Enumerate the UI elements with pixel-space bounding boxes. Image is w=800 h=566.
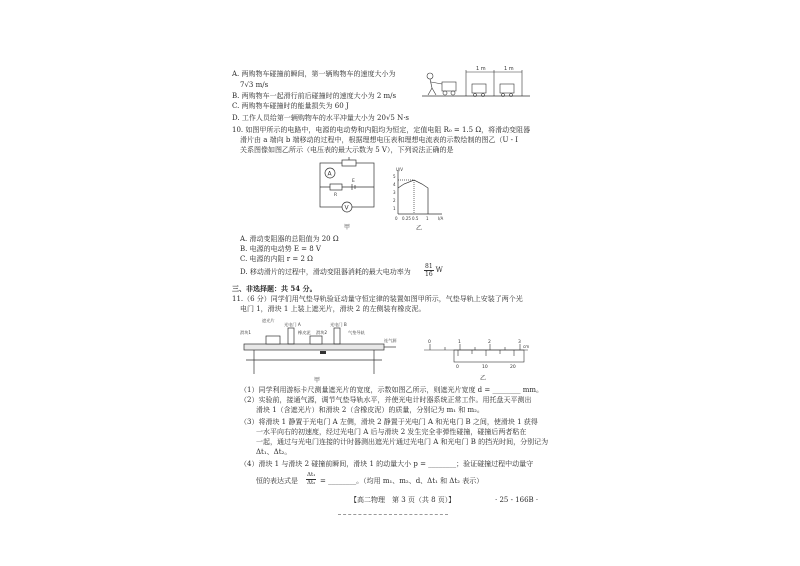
- q11-part4-c: = ________。（均用 m₁、m₂、d、Δt₁ 和 Δt₂ 表示）: [320, 477, 484, 485]
- fig-yi-caption-11: 乙: [480, 375, 487, 382]
- q10-option-d: D. 移动滑片的过程中，滑动变阻器消耗的最大电功率为: [240, 268, 411, 276]
- cart-figure: [420, 62, 532, 102]
- prev-option-d: D. 工作人员给第一辆购物车的水平冲量大小为 20√5 N·s: [232, 114, 410, 122]
- q11-part3-d: Δt₁、Δt₂。: [256, 448, 292, 456]
- y-tick-5: 5: [393, 174, 396, 179]
- page-footer-left: 【高二物理 第 3 页（共 8 页）】: [350, 496, 456, 504]
- fraction-numerator-dt1: Δt₁: [307, 472, 316, 478]
- resistor-label: R: [334, 193, 338, 198]
- fig-yi-caption: 乙: [416, 225, 423, 232]
- label-zheguangpian: 遮光片: [262, 318, 275, 323]
- prev-option-c: C. 两购物车碰撞时的能量损失为 60 J: [232, 102, 349, 110]
- x-tick-1: 1: [426, 216, 429, 221]
- q11-part4-b: 恒的表达式是: [256, 477, 298, 485]
- cut-line-divider: [338, 514, 448, 515]
- label-slider-2: 滑块2: [316, 330, 328, 335]
- ui-graph: [388, 166, 446, 234]
- battery-label: E: [352, 179, 355, 184]
- q11-line2: 电门 1，滑块 1 上装上遮光片，滑块 2 的左侧装有橡皮泥。: [240, 305, 426, 313]
- label-air-track: 气垫导轨: [348, 330, 365, 335]
- label-photogate-b: 光电门 B: [330, 322, 347, 327]
- x-axis-label: I/A: [438, 216, 444, 221]
- q11-part2-b: 滑块 1（含遮光片）和滑块 2（含橡皮泥）的质量，分别记为 m₁ 和 m₂。: [256, 406, 484, 414]
- label-plasticine: 橡皮泥: [298, 330, 311, 335]
- y-axis-label: U/V: [396, 167, 404, 172]
- q11-part3-b: 一水平向右的初速度，经过光电门 A 后与滑块 2 发生完全非弹性碰撞，碰撞后两者粘在: [256, 428, 527, 436]
- q11-part3-c: 一起，通过与光电门连接的计时器测出遮光片通过光电门 A 和光电门 B 的挡光时间，分别记为: [256, 438, 549, 446]
- ammeter-symbol: A: [327, 170, 332, 178]
- x-tick-0: 0: [395, 216, 398, 221]
- fraction-denominator-dt2: Δt₂: [307, 480, 316, 486]
- dist-label-2: 1 m: [504, 66, 514, 72]
- q11-part1: （1）同学利用游标卡尺测量遮光片的宽度，示数如图乙所示，则遮光片宽度 d = ________ mm。: [240, 386, 543, 394]
- q10-line1: 10. 如图甲所示的电路中，电源的电动势和内阻均为恒定，定值电阻 R₀ = 1.5 Ω，将滑动变阻器: [232, 126, 531, 134]
- label-air-source: 连气源: [384, 338, 397, 343]
- prev-option-b: B. 两购物车一起滑行前后碰撞时的速度大小为 2 m/s: [232, 92, 397, 100]
- q11-part4-a: （4）滑块 1 与滑块 2 碰撞前瞬间，滑块 1 的动量大小 p = ________；验证碰撞过程中动量守: [240, 460, 534, 468]
- x-tick-05: 0.5: [412, 216, 419, 221]
- page-footer-right: · 25 - 166B ·: [495, 496, 539, 504]
- vernier-top-3: 3: [518, 340, 521, 345]
- prev-option-a: A. 两购物车碰撞前瞬间，第一辆购物车的速度大小为: [232, 70, 396, 78]
- fig-jia-caption: 甲: [344, 224, 351, 231]
- vernier-bottom-20: 20: [510, 365, 516, 370]
- x-tick-025: 0.25: [402, 216, 411, 221]
- y-tick-3: 3: [393, 190, 396, 195]
- vernier-unit: cm: [523, 344, 530, 349]
- dist-label-1: 1 m: [476, 66, 486, 72]
- label-photogate-a: 光电门 A: [284, 322, 301, 327]
- voltmeter-symbol: V: [344, 204, 349, 212]
- circuit-diagram: [312, 157, 382, 233]
- fraction-numerator: 81: [425, 263, 433, 270]
- vernier-bottom-10: 10: [482, 365, 488, 370]
- q10-line3: 关系图像如图乙所示（电压表的最大示数为 5 V），下列说法正确的是: [240, 146, 454, 154]
- air-track-figure: [236, 314, 408, 384]
- prev-option-a-value: 7√3 m/s: [240, 81, 269, 89]
- q10-option-a: A. 滑动变阻器的总阻值为 20 Ω: [240, 235, 339, 243]
- q11-part2-a: （2）实验前，接通气源，调节气垫导轨水平，并使光电计时器系统正常工作。用托盘天平测出: [240, 396, 532, 404]
- vernier-top-0: 0: [428, 340, 431, 345]
- vernier-bottom-0: 0: [456, 365, 459, 370]
- label-slider-1: 滑块1: [240, 330, 252, 335]
- q10-line2: 滑片由 a 端向 b 端移动的过程中，根据理想电压表和理想电流表的示数绘制的图乙（U - I: [240, 136, 519, 144]
- section-three-heading: 三、非选择题：共 54 分。: [232, 284, 317, 293]
- fraction-denominator: 16: [425, 271, 433, 278]
- q11-line1: 11.（6 分）同学们用气垫导轨验证动量守恒定律的装置如图甲所示，气垫导轨上安装了两个光: [232, 295, 523, 303]
- q11-part4-fraction: [306, 472, 316, 487]
- vernier-top-1: 1: [458, 340, 461, 345]
- q10-option-c: C. 电源的内阻 r = 2 Ω: [240, 255, 313, 263]
- q10-option-b: B. 电源的电动势 E = 8 V: [240, 245, 321, 253]
- fig-jia-caption-11: 甲: [314, 377, 321, 384]
- y-tick-4: 4: [393, 182, 396, 187]
- vernier-top-2: 2: [488, 340, 491, 345]
- y-tick-2: 2: [393, 198, 396, 203]
- q10-option-d-fraction: [424, 263, 443, 278]
- q11-part3-a: （3）将滑块 1 静置于光电门 A 左侧，滑块 2 静置于光电门 A 和光电门 B 之间，使滑块 1 获得: [240, 418, 538, 426]
- fraction-unit: W: [435, 266, 443, 274]
- y-tick-1: 1: [393, 206, 396, 211]
- vernier-caliper-figure: [420, 336, 532, 384]
